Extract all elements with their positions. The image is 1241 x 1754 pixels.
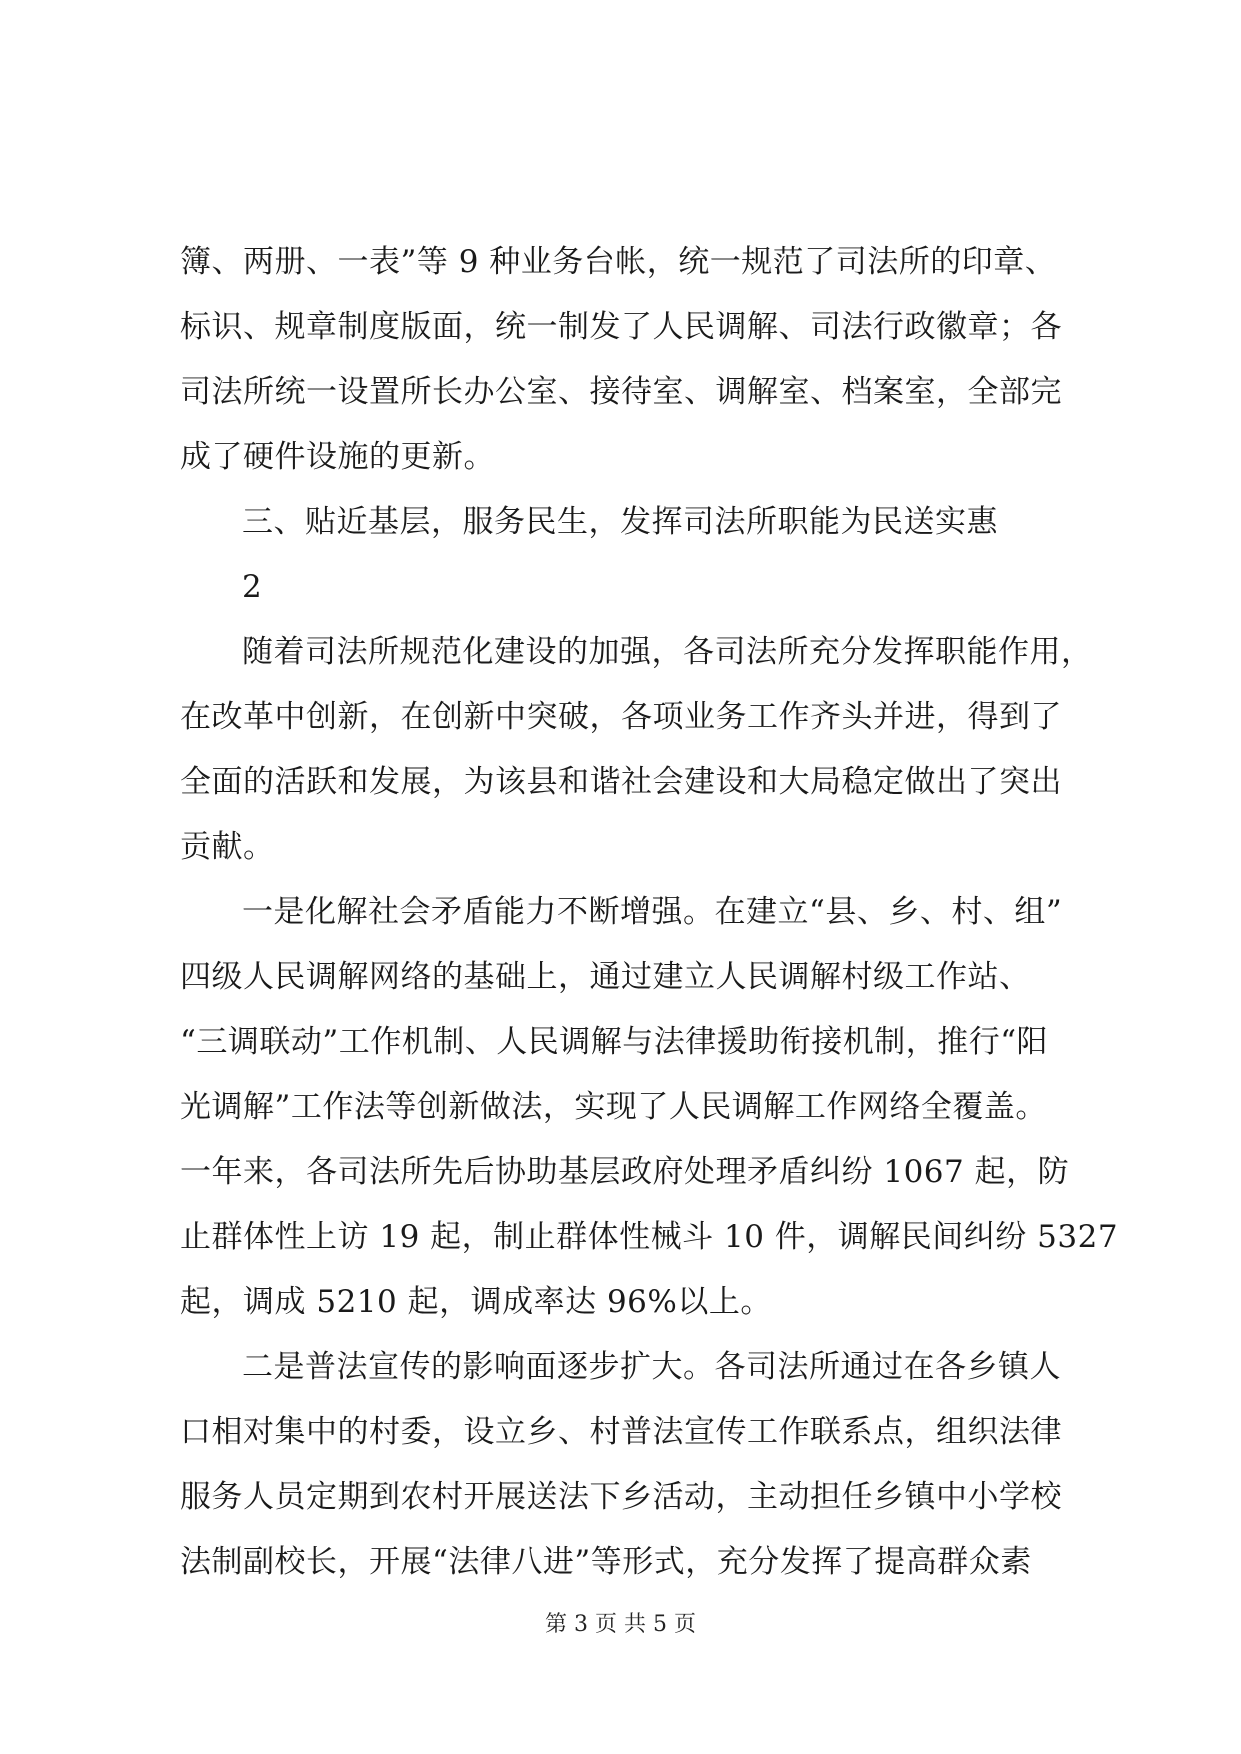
text-line: 起，调成 5210 起，调成率达 96%以上。 (180, 1284, 772, 1320)
text-line: 服务人员定期到农村开展送法下乡活动，主动担任乡镇中小学校 (180, 1479, 1062, 1515)
text-line: 贡献。 (180, 829, 275, 865)
paragraph-start: 一是化解社会矛盾能力不断增强。在建立“县、乡、村、组” (242, 894, 1063, 930)
page-footer (0, 1610, 1241, 1640)
text-line: 司法所统一设置所长办公室、接待室、调解室、档案室，全部完 (180, 374, 1062, 410)
text-line: 一年来，各司法所先后协助基层政府处理矛盾纠纷 1067 起，防 (180, 1154, 1070, 1190)
text-line: 成了硬件设施的更新。 (180, 439, 495, 475)
text-line: 2 (242, 569, 263, 605)
text-line: 光调解”工作法等创新做法，实现了人民调解工作网络全覆盖。 (180, 1089, 1047, 1125)
text-line: 止群体性上访 19 起，制止群体性械斗 10 件，调解民间纠纷 5327 (180, 1219, 1119, 1255)
text-line: 口相对集中的村委，设立乡、村普法宣传工作联系点，组织法律 (180, 1414, 1062, 1450)
text-line: 标识、规章制度版面，统一制发了人民调解、司法行政徽章；各 (180, 309, 1062, 345)
paragraph-start: 随着司法所规范化建设的加强，各司法所充分发挥职能作用， (242, 634, 1093, 670)
text-line: 全面的活跃和发展，为该县和谐社会建设和大局稳定做出了突出 (180, 764, 1062, 800)
text-line: “三调联动”工作机制、人民调解与法律援助衔接机制，推行“阳 (180, 1024, 1049, 1060)
section-heading: 三、贴近基层，服务民生，发挥司法所职能为民送实惠 (242, 504, 998, 540)
text-line: 在改革中创新，在创新中突破，各项业务工作齐头并进，得到了 (180, 699, 1062, 735)
text-line: 簿、两册、一表”等 9 种业务台帐，统一规范了司法所的印章、 (180, 244, 1057, 280)
paragraph-start: 二是普法宣传的影响面逐步扩大。各司法所通过在各乡镇人 (242, 1349, 1061, 1385)
text-line: 法制副校长，开展“法律八进”等形式，充分发挥了提高群众素 (180, 1544, 1032, 1580)
document-body (180, 230, 1119, 1595)
text-line: 四级人民调解网络的基础上，通过建立人民调解村级工作站、 (180, 959, 1031, 995)
page-number-label: 第 3 页 共 5 页 (545, 1612, 696, 1637)
